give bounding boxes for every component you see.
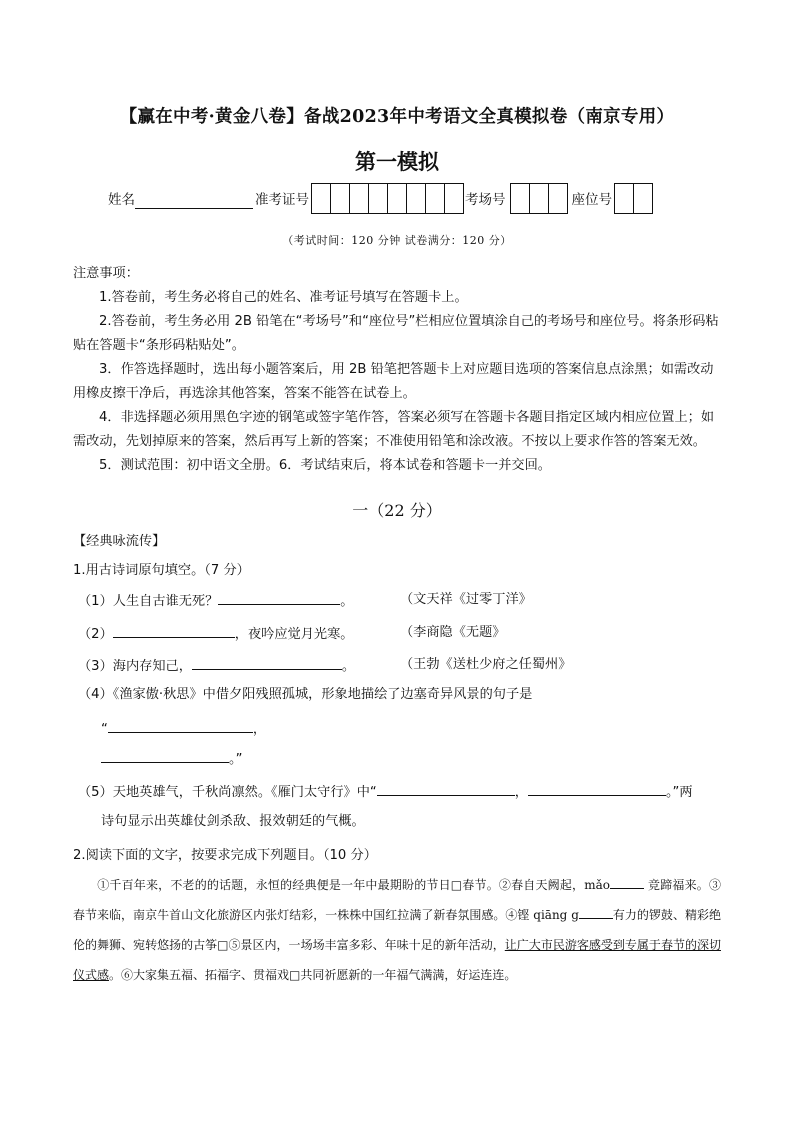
passage-text: g — [571, 908, 579, 922]
poem-item-punct: 。 — [341, 659, 356, 674]
seat-box[interactable] — [634, 184, 652, 213]
poem-item-4-line-a — [101, 716, 266, 737]
exam-id-box[interactable] — [312, 184, 331, 213]
answer-blank[interactable] — [528, 779, 666, 796]
answer-blank[interactable] — [610, 875, 644, 889]
poem-item-5-line-2 — [101, 810, 365, 829]
instructions-heading: 注意事项： — [73, 266, 139, 281]
room-label: 考场号 — [465, 192, 506, 208]
exam-id-boxes[interactable] — [311, 183, 464, 214]
poem-item-punct: ， — [252, 722, 267, 737]
exam-id-box[interactable] — [331, 184, 350, 213]
exam-id-box[interactable] — [350, 184, 369, 213]
underlined-sentence: 让广大市民游客感受到专属于春节的深切仪式感 — [73, 938, 721, 982]
exam-id-box[interactable] — [445, 184, 463, 213]
answer-blank[interactable] — [108, 716, 253, 733]
exam-id-box[interactable] — [407, 184, 426, 213]
instruction-item: 4．非选择题必须用黑色字迹的钢笔或签字笔作答，答案必须写在答题卡各题目指定区域内相应位置上；如需改动，先划掉原来的答案，然后再写上新的答案；不准使用铅笔和涂改液。不按以上要求作答的答案无效。 — [73, 410, 715, 449]
answer-blank[interactable] — [218, 588, 340, 605]
exam-id-box[interactable] — [388, 184, 407, 213]
poem-source: （王勃《送杜少府之任蜀州》 — [400, 657, 572, 672]
poem-item-punct: ， — [514, 785, 528, 800]
poem-item-text: 诗句显示出英雄仗剑杀敌、报效朝廷的气概。 — [101, 814, 365, 829]
exam-title: 【赢在中考·黄金八卷】备战2023年中考语文全真模拟卷（南京专用） — [119, 107, 675, 127]
section-tag: 【经典咏流传】 — [73, 534, 166, 549]
instructions — [73, 262, 723, 478]
poem-item-text: （5）天地英雄气，千秋尚凛然。《雁门太守行》中“ — [78, 785, 377, 800]
exam-id-label: 准考证号 — [255, 192, 309, 208]
poem-item-text: （1）人生自古谁无死？ — [78, 594, 219, 609]
student-info-row — [108, 182, 653, 214]
seat-label: 座位号 — [571, 192, 612, 208]
poem-item-text: （2） — [78, 627, 113, 642]
poem-item-text: （3）海内存知己， — [78, 659, 192, 674]
open-quote: “ — [101, 722, 108, 737]
passage-text: 有力的锣鼓、精彩绝伦的舞狮、宛转悠扬的古筝□⑤景区内，一场场丰富多彩、年味十足的新年活动， — [73, 908, 721, 952]
name-field[interactable] — [135, 188, 253, 209]
poem-item-punct: 。 — [340, 594, 354, 609]
instruction-item: 5．测试范围：初中语文全册。6．考试结束后，将本试卷和答题卡一并交回。 — [99, 458, 551, 473]
answer-blank[interactable] — [113, 621, 235, 638]
poem-source: （李商隐《无题》 — [400, 625, 506, 640]
poem-item-5 — [78, 779, 693, 800]
room-box[interactable] — [530, 184, 549, 213]
question-2-prompt: 2.阅读下面的文字，按要求完成下列题目。（10 分） — [73, 848, 377, 863]
room-box[interactable] — [549, 184, 567, 213]
passage-text: 竞蹄福来。③春节来临，南京牛首山文化旅游区内张灯结彩，一株株中国红拉满了新春氛围感。④铿 qiāng — [73, 878, 721, 922]
seat-box[interactable] — [615, 184, 634, 213]
exam-id-box[interactable] — [426, 184, 445, 213]
instruction-item: 3．作答选择题时，选出每小题答案后，用 2B 铅笔把答题卡上对应题目选项的答案信息点涂黑；如需改动用橡皮擦干净后，再选涂其他答案，答案不能答在试卷上。 — [73, 362, 714, 401]
poem-item-4-line-b — [101, 746, 242, 767]
room-boxes[interactable] — [510, 183, 568, 214]
poem-item-punct: ，夜吟应觉月光寒。 — [234, 627, 354, 642]
poem-source: （文天祥《过零丁洋》 — [400, 592, 532, 607]
reading-passage — [73, 870, 721, 990]
exam-subtitle: 第一模拟 — [355, 149, 439, 174]
time-note: （考试时间：120 分钟 试卷满分：120 分） — [282, 234, 512, 247]
seat-boxes[interactable] — [614, 183, 653, 214]
answer-blank[interactable] — [377, 779, 515, 796]
name-label: 姓名 — [108, 192, 135, 208]
passage-text: 。⑥大家集五福、拓福字、贯福戏□共同祈愿新的一年福气满满，好运连连。 — [109, 968, 517, 982]
poem-item-punct: 。”两 — [665, 785, 693, 800]
answer-blank[interactable] — [579, 905, 613, 919]
instruction-item: 2.答卷前，考生务必用 2B 铅笔在“考场号”和“座位号”栏相应位置填涂自己的考场号和座位号。将条形码粘贴在答题卡“条形码粘贴处”。 — [73, 314, 719, 353]
question-1-prompt: 1.用古诗词原句填空。（7 分） — [73, 563, 250, 578]
poem-item-text: （4）《渔家傲·秋思》中借夕阳残照孤城，形象地描绘了边塞奇异风景的句子是 — [78, 687, 533, 702]
poem-item-4 — [78, 683, 532, 702]
poem-item-punct: 。” — [229, 752, 243, 767]
exam-id-box[interactable] — [369, 184, 388, 213]
instruction-item: 1.答卷前，考生务必将自己的姓名、准考证号填写在答题卡上。 — [99, 290, 468, 305]
part-one-heading: 一（22 分） — [352, 501, 442, 520]
passage-text: ①千百年来，不老的的话题，永恒的经典便是一年中最期盼的节日□春节。②春自天阙起，mǎo — [97, 878, 610, 892]
answer-blank[interactable] — [192, 653, 342, 670]
room-box[interactable] — [511, 184, 530, 213]
answer-blank[interactable] — [101, 746, 229, 763]
